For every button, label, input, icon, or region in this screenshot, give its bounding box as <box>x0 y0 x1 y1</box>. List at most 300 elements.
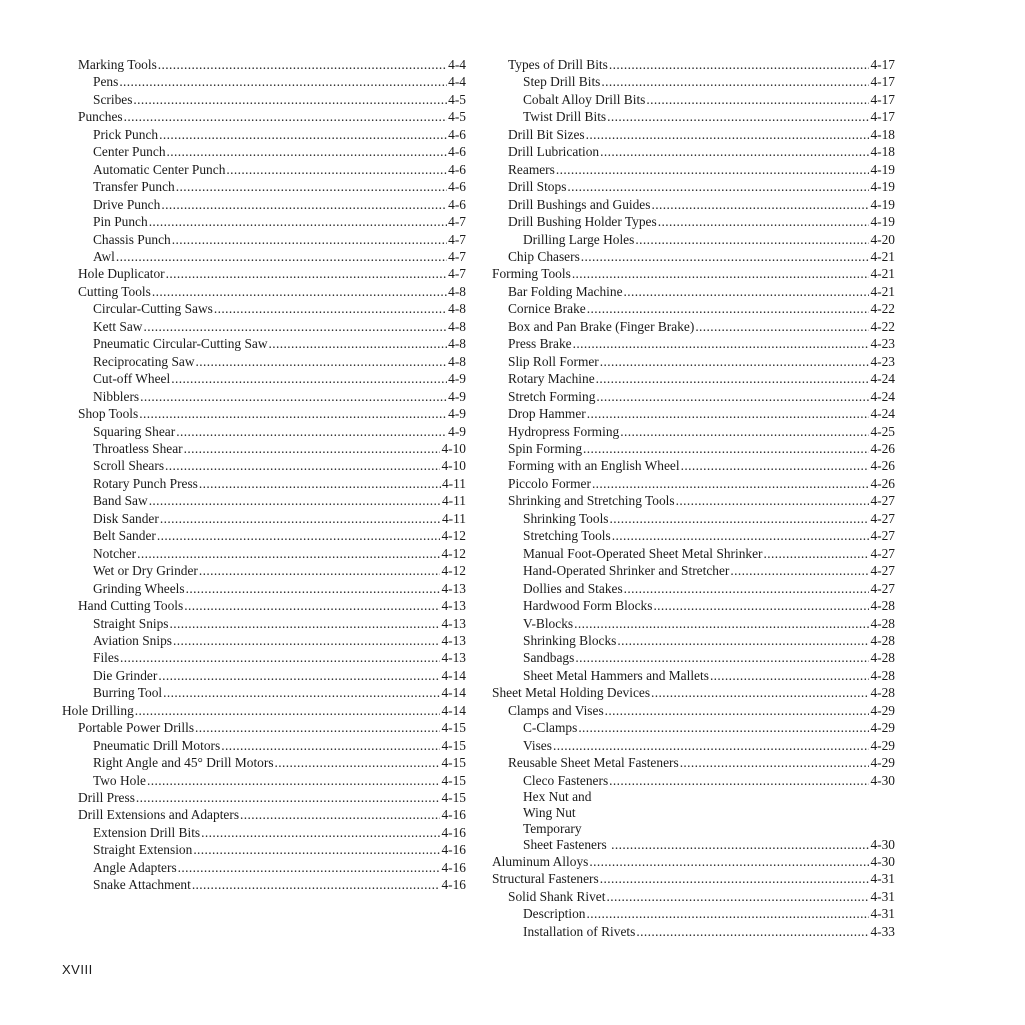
toc-entry-page: 4-15 <box>441 790 466 806</box>
toc-entry-box-and-pan-brake-finger-brake[interactable] <box>492 318 895 335</box>
dot-leader <box>199 475 441 492</box>
toc-entry-page: 4-15 <box>441 737 466 753</box>
dot-leader <box>165 457 440 474</box>
dot-leader <box>161 196 447 213</box>
toc-entry-page: 4-12 <box>441 528 466 544</box>
toc-entry-page: 4-5 <box>448 109 466 125</box>
toc-entry-page: 4-14 <box>441 667 466 683</box>
toc-entry-solid-shank-rivet[interactable] <box>492 888 895 905</box>
dot-leader <box>269 335 448 352</box>
dot-leader <box>140 388 447 405</box>
toc-entry-pens[interactable] <box>62 73 466 90</box>
dot-leader <box>196 353 448 370</box>
dot-leader <box>676 492 870 509</box>
toc-entry-c-clamps[interactable] <box>492 719 895 736</box>
dot-leader <box>221 737 440 754</box>
toc-entry-page: 4-7 <box>448 231 466 247</box>
toc-entry-title: Stretch Forming <box>508 388 596 404</box>
toc-entry-page: 4-26 <box>870 458 895 474</box>
toc-entry-title: Shrinking Blocks <box>523 632 617 648</box>
dot-leader <box>651 196 869 213</box>
toc-entry-page: 4-14 <box>441 702 466 718</box>
toc-entry-awl[interactable] <box>62 248 466 265</box>
toc-entry-title: Two Hole <box>93 772 146 788</box>
toc-entry-circular-cutting-saws[interactable] <box>62 300 466 317</box>
toc-entry-title: Sheet Metal Holding Devices <box>492 685 651 701</box>
toc-entry-page: 4-17 <box>870 109 895 125</box>
toc-entry-page: 4-17 <box>870 57 895 72</box>
toc-entry-page: 4-11 <box>441 510 466 526</box>
toc-entry-hole-drilling[interactable] <box>62 702 466 719</box>
toc-entry-transfer-punch[interactable] <box>62 178 466 195</box>
dot-leader <box>600 870 870 887</box>
toc-entry-title: Pens <box>93 74 119 90</box>
toc-entry-page: 4-9 <box>448 371 466 387</box>
toc-entry-drilling-large-holes[interactable] <box>492 231 895 248</box>
dot-leader <box>149 213 447 230</box>
toc-entry-page: 4-13 <box>441 650 466 666</box>
toc-entry-page: 4-6 <box>448 196 466 212</box>
toc-entry-title: Angle Adapters <box>93 859 177 875</box>
toc-entry-page: 4-9 <box>448 406 466 422</box>
dot-leader <box>587 405 870 422</box>
toc-entry-squaring-shear[interactable] <box>62 423 466 440</box>
toc-entry-straight-extension[interactable] <box>62 841 466 858</box>
toc-entry-hand-cutting-tools[interactable] <box>62 597 466 614</box>
toc-entry-page: 4-24 <box>870 406 895 422</box>
toc-entry-page: 4-16 <box>441 824 466 840</box>
toc-entry-title: Aviation Snips <box>93 632 172 648</box>
toc-entry-page: 4-31 <box>870 906 895 922</box>
dot-leader <box>178 859 441 876</box>
toc-entry-title: Snake Attachment <box>93 877 191 893</box>
toc-entry-page: 4-21 <box>870 266 895 282</box>
toc-entry-angle-adapters[interactable] <box>62 859 466 876</box>
dot-leader <box>163 684 440 701</box>
toc-entry-title: Sandbags <box>523 650 575 666</box>
dot-leader <box>193 841 440 858</box>
toc-entry-page: 4-6 <box>448 126 466 142</box>
toc-entry-title: Forming with an English Wheel <box>508 458 680 474</box>
toc-entry-page: 4-10 <box>441 458 466 474</box>
toc-entry-title: Cobalt Alloy Drill Bits <box>523 91 646 107</box>
dot-leader <box>149 492 441 509</box>
toc-entry-title: Burring Tool <box>93 685 163 701</box>
toc-entry-title: Stretching Tools <box>523 528 611 544</box>
toc-entry-title: Pin Punch <box>93 214 148 230</box>
toc-entry-spin-forming[interactable] <box>492 440 895 457</box>
toc-entry-title: Wet or Dry Grinder <box>93 563 198 579</box>
toc-entry-drill-press[interactable] <box>62 789 466 806</box>
toc-entry-throatless-shear[interactable] <box>62 440 466 457</box>
toc-entry-title: Notcher <box>93 545 137 561</box>
toc-entry-sheet-metal-hammers-and-mallets[interactable] <box>492 667 895 684</box>
toc-entry-page: 4-33 <box>870 923 895 939</box>
toc-entry-vises[interactable] <box>492 737 895 754</box>
dot-leader <box>681 457 870 474</box>
dot-leader <box>170 615 441 632</box>
toc-entry-aluminum-alloys[interactable] <box>492 853 895 870</box>
toc-entry-page: 4-28 <box>870 615 895 631</box>
dot-leader <box>184 440 441 457</box>
toc-entry-page: 4-18 <box>870 144 895 160</box>
toc-entry-files[interactable] <box>62 649 466 666</box>
toc-entry-title: Shrinking Tools <box>523 510 609 526</box>
page-number: XVIII <box>62 962 93 977</box>
dot-leader <box>275 754 441 771</box>
toc-entry-title: Twist Drill Bits <box>523 109 607 125</box>
toc-entry-title: C-Clamps <box>523 720 578 736</box>
toc-entry-step-drill-bits[interactable] <box>492 73 895 90</box>
toc-entry-shrinking-tools[interactable] <box>492 510 895 527</box>
toc-entry-title: Squaring Shear <box>93 423 176 439</box>
toc-entry-shrinking-and-stretching-tools[interactable] <box>492 492 895 509</box>
toc-entry-page: 4-19 <box>870 196 895 212</box>
toc-entry-drill-lubrication[interactable] <box>492 143 895 160</box>
toc-entry-page: 4-27 <box>870 528 895 544</box>
toc-entry-shop-tools[interactable] <box>62 405 466 422</box>
dot-leader <box>578 719 869 736</box>
dot-leader <box>575 649 869 666</box>
toc-entry-clamps-and-vises[interactable] <box>492 702 895 719</box>
toc-entry-wet-or-dry-grinder[interactable] <box>62 562 466 579</box>
dot-leader <box>186 580 441 597</box>
toc-entry-title: Drop Hammer <box>508 406 586 422</box>
toc-entry-title: Forming Tools <box>492 266 571 282</box>
dot-leader <box>636 923 869 940</box>
dot-leader <box>653 597 869 614</box>
toc-entry-title: Belt Sander <box>93 528 156 544</box>
toc-entry-slip-roll-former[interactable] <box>492 353 895 370</box>
toc-entry-title: Straight Snips <box>93 615 169 631</box>
toc-entry-drive-punch[interactable] <box>62 196 466 213</box>
dot-leader <box>553 737 870 754</box>
toc-entry-page: 4-26 <box>870 440 895 456</box>
toc-entry-page: 4-30 <box>870 836 895 852</box>
toc-entry-grinding-wheels[interactable] <box>62 580 466 597</box>
toc-entry-marking-tools[interactable] <box>62 56 466 73</box>
dot-leader <box>617 632 869 649</box>
toc-entry-title: Hand-Operated Shrinker and Stretcher <box>523 563 730 579</box>
toc-entry-center-punch[interactable] <box>62 143 466 160</box>
toc-entry-stretching-tools[interactable] <box>492 527 895 544</box>
toc-entry-page: 4-19 <box>870 161 895 177</box>
dot-leader <box>635 231 869 248</box>
toc-entry-pneumatic-circular-cutting-saw[interactable] <box>62 335 466 352</box>
toc-entry-pneumatic-drill-motors[interactable] <box>62 737 466 754</box>
toc-entry-drill-bit-sizes[interactable] <box>492 126 895 143</box>
toc-entry-press-brake[interactable] <box>492 335 895 352</box>
toc-entry-page: 4-15 <box>441 755 466 771</box>
toc-entry-description[interactable] <box>492 905 895 922</box>
toc-entry-bar-folding-machine[interactable] <box>492 283 895 300</box>
dot-leader <box>124 108 448 125</box>
toc-entry-title: Hand Cutting Tools <box>78 598 184 614</box>
toc-entry-page: 4-6 <box>448 144 466 160</box>
toc-entry-title: Spin Forming <box>508 440 583 456</box>
toc-entry-aviation-snips[interactable] <box>62 632 466 649</box>
toc-entry-title: Hex Nut and Wing Nut Temporary Sheet Fasteners <box>523 789 607 853</box>
toc-entry-title: Automatic Center Punch <box>93 161 226 177</box>
toc-entry-cleco-fasteners[interactable] <box>492 772 895 789</box>
dot-leader <box>607 108 869 125</box>
dot-leader <box>586 905 869 922</box>
toc-entry-prick-punch[interactable] <box>62 126 466 143</box>
toc-entry-page: 4-21 <box>870 283 895 299</box>
dot-leader <box>596 388 869 405</box>
toc-entry-title: Drill Stops <box>508 179 567 195</box>
toc-entry-cutting-tools[interactable] <box>62 283 466 300</box>
toc-entry-page: 4-8 <box>448 353 466 369</box>
toc-entry-pin-punch[interactable] <box>62 213 466 230</box>
toc-entry-page: 4-13 <box>441 598 466 614</box>
toc-entry-page: 4-15 <box>441 720 466 736</box>
dot-leader <box>166 265 448 282</box>
toc-entry-notcher[interactable] <box>62 545 466 562</box>
dot-leader <box>609 56 870 73</box>
toc-entry-page: 4-29 <box>870 702 895 718</box>
dot-leader <box>133 91 447 108</box>
toc-entry-title: Chip Chasers <box>508 248 580 264</box>
toc-entry-scribes[interactable] <box>62 91 466 108</box>
toc-entry-title: Vises <box>523 737 552 753</box>
toc-entry-page: 4-18 <box>870 126 895 142</box>
toc-entry-title: Hardwood Form Blocks <box>523 598 653 614</box>
dot-leader <box>119 73 447 90</box>
toc-entry-page: 4-19 <box>870 214 895 230</box>
toc-entry-reciprocating-saw[interactable] <box>62 353 466 370</box>
toc-entry-title: Cleco Fasteners <box>523 772 609 788</box>
toc-entry-title: Disk Sander <box>93 510 159 526</box>
dot-leader <box>624 580 870 597</box>
dot-leader <box>171 370 447 387</box>
dot-leader <box>199 562 441 579</box>
toc-entry-title: Nibblers <box>93 388 140 404</box>
toc-entry-forming-with-an-english-wheel[interactable] <box>492 457 895 474</box>
toc-entry-disk-sander[interactable] <box>62 510 466 527</box>
toc-entry-rotary-punch-press[interactable] <box>62 475 466 492</box>
toc-entry-title: Band Saw <box>93 493 148 509</box>
dot-leader <box>572 265 870 282</box>
toc-entry-sandbags[interactable] <box>492 649 895 666</box>
dot-leader <box>646 91 869 108</box>
toc-entry-drill-bushing-holder-types[interactable] <box>492 213 895 230</box>
toc-entry-rotary-machine[interactable] <box>492 370 895 387</box>
dot-leader <box>573 335 870 352</box>
toc-entry-page: 4-28 <box>870 632 895 648</box>
toc-entry-hole-duplicator[interactable] <box>62 265 466 282</box>
toc-entry-page: 4-7 <box>448 266 466 282</box>
toc-entry-hex-nut-and-wing-nut-temporary-sheet-fasteners[interactable] <box>492 789 895 853</box>
toc-entry-manual-foot-operated-sheet-metal-shrinker[interactable] <box>492 545 895 562</box>
toc-entry-page: 4-29 <box>870 720 895 736</box>
toc-entry-page: 4-23 <box>870 336 895 352</box>
toc-entry-band-saw[interactable] <box>62 492 466 509</box>
toc-entry-page: 4-17 <box>870 91 895 107</box>
toc-entry-title: Drill Lubrication <box>508 144 600 160</box>
toc-entry-two-hole[interactable] <box>62 772 466 789</box>
dot-leader <box>605 702 870 719</box>
toc-entry-drill-extensions-and-adapters[interactable] <box>62 806 466 823</box>
dot-leader <box>172 231 447 248</box>
dot-leader <box>581 248 870 265</box>
toc-entry-snake-attachment[interactable] <box>62 876 466 893</box>
dot-leader <box>589 853 869 870</box>
toc-entry-page: 4-14 <box>441 685 466 701</box>
toc-entry-page: 4-13 <box>441 632 466 648</box>
toc-entry-cornice-brake[interactable] <box>492 300 895 317</box>
toc-entry-belt-sander[interactable] <box>62 527 466 544</box>
dot-leader <box>680 754 870 771</box>
dot-leader <box>143 318 447 335</box>
toc-entry-cut-off-wheel[interactable] <box>62 370 466 387</box>
toc-entry-page: 4-21 <box>870 248 895 264</box>
toc-entry-page: 4-27 <box>870 545 895 561</box>
toc-entry-title: Cutting Tools <box>78 283 151 299</box>
toc-entry-hardwood-form-blocks[interactable] <box>492 597 895 614</box>
toc-entry-title: Hydropress Forming <box>508 423 620 439</box>
toc-entry-title: Drill Press <box>78 790 135 806</box>
toc-entry-title: Die Grinder <box>93 667 158 683</box>
toc-entry-installation-of-rivets[interactable] <box>492 923 895 940</box>
toc-column-right <box>492 56 895 940</box>
dot-leader <box>587 300 870 317</box>
toc-entry-nibblers[interactable] <box>62 388 466 405</box>
toc-entry-sheet-metal-holding-devices[interactable] <box>492 684 895 701</box>
toc-entry-title: Portable Power Drills <box>78 720 195 736</box>
toc-entry-page: 4-11 <box>441 475 466 491</box>
toc-entry-burring-tool[interactable] <box>62 684 466 701</box>
toc-entry-page: 4-27 <box>870 580 895 596</box>
toc-entry-page: 4-17 <box>870 74 895 90</box>
dot-leader <box>586 126 870 143</box>
toc-entry-page: 4-7 <box>448 248 466 264</box>
toc-entry-reamers[interactable] <box>492 161 895 178</box>
toc-entry-structural-fasteners[interactable] <box>492 870 895 887</box>
toc-entry-automatic-center-punch[interactable] <box>62 161 466 178</box>
toc-entry-page: 4-13 <box>441 615 466 631</box>
toc-entry-title: Manual Foot-Operated Sheet Metal Shrinker <box>523 545 763 561</box>
dot-leader <box>574 615 869 632</box>
dot-leader <box>158 56 447 73</box>
toc-entry-title: Throatless Shear <box>93 440 183 456</box>
dot-leader <box>167 143 448 160</box>
toc-entry-die-grinder[interactable] <box>62 667 466 684</box>
toc-entry-drop-hammer[interactable] <box>492 405 895 422</box>
toc-entry-title: Drill Bit Sizes <box>508 126 585 142</box>
toc-entry-reusable-sheet-metal-fasteners[interactable] <box>492 754 895 771</box>
toc-entry-scroll-shears[interactable] <box>62 457 466 474</box>
toc-entry-title: Hole Drilling <box>62 702 134 718</box>
dot-leader <box>136 789 441 806</box>
toc-entry-kett-saw[interactable] <box>62 318 466 335</box>
toc-entry-right-angle-and-45-drill-motors[interactable] <box>62 754 466 771</box>
toc-entry-chassis-punch[interactable] <box>62 231 466 248</box>
toc-entry-cobalt-alloy-drill-bits[interactable] <box>492 91 895 108</box>
dot-leader <box>611 836 869 853</box>
toc-entry-title: Rotary Punch Press <box>93 475 198 491</box>
toc-entry-page: 4-16 <box>441 842 466 858</box>
dot-leader <box>120 649 440 666</box>
toc-entry-title: Piccolo Former <box>508 475 591 491</box>
toc-entry-drill-stops[interactable] <box>492 178 895 195</box>
toc-entry-page: 4-8 <box>448 318 466 334</box>
toc-entry-portable-power-drills[interactable] <box>62 719 466 736</box>
toc-entry-title: Drive Punch <box>93 196 161 212</box>
dot-leader <box>620 423 869 440</box>
toc-entry-v-blocks[interactable] <box>492 615 895 632</box>
toc-entry-page: 4-27 <box>870 510 895 526</box>
toc-entry-hydropress-forming[interactable] <box>492 423 895 440</box>
dot-leader <box>135 702 441 719</box>
toc-entry-title: Installation of Rivets <box>523 923 636 939</box>
toc-entry-title: Drill Extensions and Adapters <box>78 807 240 823</box>
dot-leader <box>201 824 440 841</box>
toc-entry-page: 4-6 <box>448 161 466 177</box>
dot-leader <box>651 684 869 701</box>
toc-entry-shrinking-blocks[interactable] <box>492 632 895 649</box>
toc-entry-title: Extension Drill Bits <box>93 824 201 840</box>
toc-entry-page: 4-29 <box>870 737 895 753</box>
toc-entry-page: 4-7 <box>448 214 466 230</box>
toc-entry-title: Scribes <box>93 91 133 107</box>
toc-entry-page: 4-30 <box>870 854 895 870</box>
dot-leader <box>730 562 869 579</box>
toc-entry-chip-chasers[interactable] <box>492 248 895 265</box>
toc-entry-drill-bushings-and-guides[interactable] <box>492 196 895 213</box>
toc-entry-title: Step Drill Bits <box>523 74 601 90</box>
toc-entry-page: 4-15 <box>441 772 466 788</box>
dot-leader <box>139 405 447 422</box>
dot-leader <box>159 126 447 143</box>
dot-leader <box>195 719 440 736</box>
toc-entry-twist-drill-bits[interactable] <box>492 108 895 125</box>
toc-entry-title: Reamers <box>508 161 555 177</box>
dot-leader <box>184 597 440 614</box>
dot-leader <box>152 283 447 300</box>
dot-leader <box>173 632 440 649</box>
toc-entry-extension-drill-bits[interactable] <box>62 824 466 841</box>
toc-entry-page: 4-29 <box>870 755 895 771</box>
toc-entry-stretch-forming[interactable] <box>492 388 895 405</box>
dot-leader <box>606 888 869 905</box>
dot-leader <box>240 806 440 823</box>
toc-entry-title: Box and Pan Brake (Finger Brake) <box>508 318 695 334</box>
toc-entry-title: Straight Extension <box>93 842 193 858</box>
toc-entry-types-of-drill-bits[interactable] <box>492 56 895 73</box>
toc-entry-page: 4-27 <box>870 563 895 579</box>
toc-entry-dollies-and-stakes[interactable] <box>492 580 895 597</box>
toc-entry-straight-snips[interactable] <box>62 615 466 632</box>
toc-entry-title: Kett Saw <box>93 318 143 334</box>
toc-entry-page: 4-28 <box>870 667 895 683</box>
toc-entry-punches[interactable] <box>62 108 466 125</box>
dot-leader <box>192 876 441 893</box>
toc-entry-title: Clamps and Vises <box>508 702 604 718</box>
toc-entry-forming-tools[interactable] <box>492 265 895 282</box>
toc-entry-title: Cut-off Wheel <box>93 371 171 387</box>
toc-entry-hand-operated-shrinker-and-stretcher[interactable] <box>492 562 895 579</box>
toc-entry-page: 4-22 <box>870 318 895 334</box>
toc-entry-piccolo-former[interactable] <box>492 475 895 492</box>
toc-entry-title: Shrinking and Stretching Tools <box>508 493 675 509</box>
dot-leader <box>658 213 870 230</box>
dot-leader <box>695 318 869 335</box>
toc-entry-page: 4-9 <box>448 423 466 439</box>
dot-leader <box>226 161 447 178</box>
dot-leader <box>583 440 869 457</box>
dot-leader <box>116 248 447 265</box>
